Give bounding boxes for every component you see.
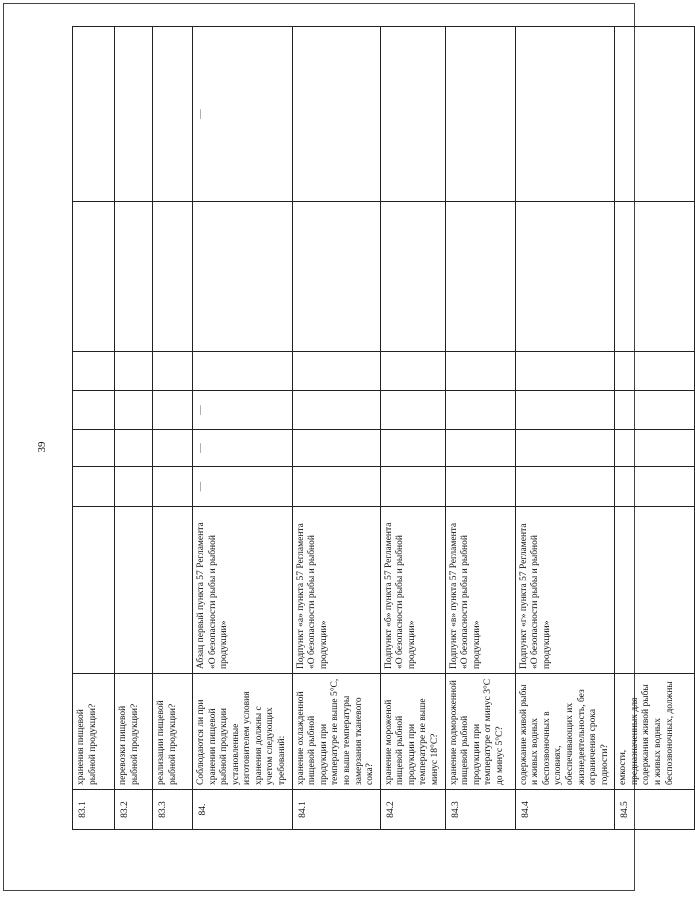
answer-no-cell xyxy=(380,430,445,467)
comment-cell xyxy=(292,27,380,202)
checklist-table xyxy=(72,26,695,830)
row-reference xyxy=(73,507,115,674)
answer-yes-cell xyxy=(153,467,193,507)
answer-no-cell xyxy=(515,430,615,467)
answer-yes-cell xyxy=(615,467,695,507)
row-question: хранение охлажденной пищевой рыбной продукции при температуре не выше 5°С, но выше температуры замерзания тканевого сока? xyxy=(292,674,380,790)
table-row xyxy=(380,27,445,830)
row-number: 84. xyxy=(193,790,293,830)
answer-extra-cell xyxy=(292,352,380,391)
note-cell xyxy=(73,202,115,352)
row-number: 84.5 xyxy=(615,790,695,830)
answer-no-cell xyxy=(73,430,115,467)
answer-na-cell: — xyxy=(193,391,293,430)
answer-extra-cell xyxy=(380,352,445,391)
row-number: 83.3 xyxy=(153,790,193,830)
answer-extra-cell xyxy=(445,352,515,391)
table-row xyxy=(292,27,380,830)
answer-no-cell xyxy=(115,430,153,467)
row-number: 84.1 xyxy=(292,790,380,830)
row-number: 83.2 xyxy=(115,790,153,830)
row-reference: Подпункт «а» пункта 57 Регламента «О безопасности рыбы и рыбной продукции» xyxy=(292,507,380,674)
row-question: емкости, предназначенных для содержания живой рыбы и живых водных беспозвоночных, должны xyxy=(615,674,695,790)
note-cell xyxy=(380,202,445,352)
answer-yes-cell xyxy=(445,467,515,507)
table-row xyxy=(115,27,153,830)
comment-cell xyxy=(153,27,193,202)
note-cell xyxy=(153,202,193,352)
row-number: 83.1 xyxy=(73,790,115,830)
answer-no-cell xyxy=(445,430,515,467)
answer-no-cell: — xyxy=(193,430,293,467)
comment-cell xyxy=(380,27,445,202)
table-row xyxy=(615,27,695,830)
row-question: реализации пищевой рыбной продукции? xyxy=(153,674,193,790)
answer-na-cell xyxy=(515,391,615,430)
answer-na-cell xyxy=(615,391,695,430)
row-reference: Подпункт «б» пункта 57 Регламента «О безопасности рыбы и рыбной продукции» xyxy=(380,507,445,674)
note-cell xyxy=(292,202,380,352)
row-question: хранение мороженой пищевой рыбной продукции при температуре не выше минус 18°С? xyxy=(380,674,445,790)
answer-yes-cell xyxy=(292,467,380,507)
answer-extra-cell xyxy=(615,352,695,391)
note-cell xyxy=(615,202,695,352)
table-row xyxy=(73,27,115,830)
answer-no-cell xyxy=(153,430,193,467)
comment-cell xyxy=(73,27,115,202)
answer-yes-cell: — xyxy=(193,467,293,507)
answer-extra-cell xyxy=(153,352,193,391)
note-cell xyxy=(445,202,515,352)
comment-cell xyxy=(515,27,615,202)
answer-yes-cell xyxy=(115,467,153,507)
answer-yes-cell xyxy=(515,467,615,507)
table-row xyxy=(153,27,193,830)
note-cell xyxy=(115,202,153,352)
row-question: перевозки пищевой рыбной продукции? xyxy=(115,674,153,790)
row-question: Соблюдаются ли при хранении пищевой рыбной продукции установленные изготовителем условия хранения должны с учетом следующих требований: xyxy=(193,674,293,790)
row-reference xyxy=(615,507,695,674)
comment-cell: — xyxy=(193,27,293,202)
table-row xyxy=(445,27,515,830)
answer-na-cell xyxy=(292,391,380,430)
row-question: содержание живой рыбы и живых водных беспозвоночных в условиях, обеспечивающих их жизнедеятельность, без ограничения срока годности? xyxy=(515,674,615,790)
row-reference: Подпункт «в» пункта 57 Регламента «О безопасности рыбы и рыбной продукции» xyxy=(445,507,515,674)
answer-no-cell xyxy=(615,430,695,467)
row-question: хранение подмороженной пищевой рыбной продукции при температуре от минус 3°С до минус 5°С? xyxy=(445,674,515,790)
row-number: 84.4 xyxy=(515,790,615,830)
note-cell xyxy=(193,202,293,352)
answer-na-cell xyxy=(115,391,153,430)
answer-na-cell xyxy=(445,391,515,430)
row-number: 84.2 xyxy=(380,790,445,830)
answer-yes-cell xyxy=(380,467,445,507)
comment-cell xyxy=(615,27,695,202)
table-row xyxy=(515,27,615,830)
answer-yes-cell xyxy=(73,467,115,507)
row-reference xyxy=(115,507,153,674)
note-cell xyxy=(515,202,615,352)
row-question: хранения пищевой рыбной продукции? xyxy=(73,674,115,790)
row-number: 84.3 xyxy=(445,790,515,830)
comment-cell xyxy=(445,27,515,202)
answer-extra-cell xyxy=(193,352,293,391)
table-row xyxy=(193,27,293,830)
answer-extra-cell xyxy=(515,352,615,391)
page-number: 39 xyxy=(36,441,48,453)
row-reference: Абзац первый пункта 57 Регламента «О безопасности рыбы и рыбной продукции» xyxy=(193,507,293,674)
row-reference xyxy=(153,507,193,674)
answer-extra-cell xyxy=(73,352,115,391)
comment-cell xyxy=(115,27,153,202)
row-reference: Подпункт «г» пункта 57 Регламента «О безопасности рыбы и рыбной продукции» xyxy=(515,507,615,674)
answer-na-cell xyxy=(153,391,193,430)
answer-na-cell xyxy=(73,391,115,430)
answer-no-cell xyxy=(292,430,380,467)
answer-extra-cell xyxy=(115,352,153,391)
answer-na-cell xyxy=(380,391,445,430)
